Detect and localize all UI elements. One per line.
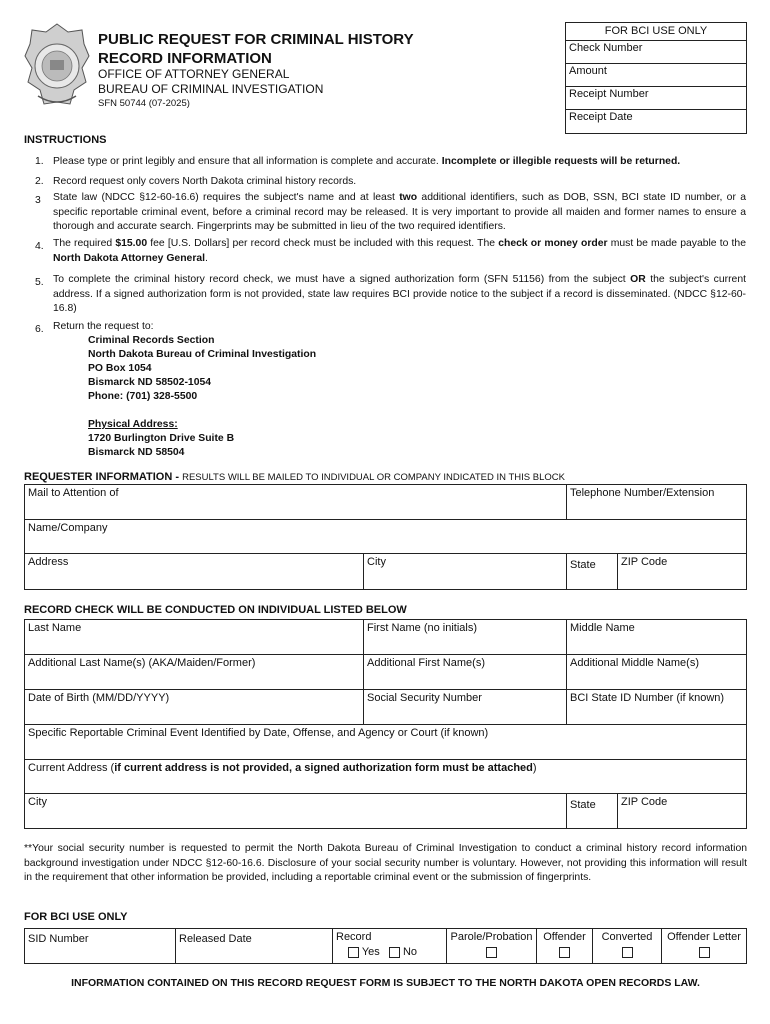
parole-field <box>446 928 537 964</box>
instruction-number: 2. <box>35 176 44 187</box>
record-no-label: No <box>402 946 417 959</box>
address-label: Address <box>28 556 69 568</box>
instruction-number: 6. <box>35 324 44 335</box>
instruction-item-6: Return the request to: <box>53 321 154 332</box>
additional-first-name-field[interactable] <box>363 654 567 690</box>
offender-label: Offender <box>543 931 586 943</box>
ssn-field[interactable] <box>363 689 567 725</box>
title-line-2: RECORD INFORMATION <box>98 50 272 67</box>
instruction-bold: two <box>399 192 418 203</box>
converted-checkbox[interactable] <box>622 947 633 958</box>
dob-field[interactable] <box>24 689 364 725</box>
city-field[interactable] <box>363 553 567 590</box>
additional-first-name-label: Additional First Name(s) <box>367 657 485 669</box>
instruction-item-5 <box>53 273 746 317</box>
address-line: North Dakota Bureau of Criminal Investigation <box>88 349 317 360</box>
middle-name-label: Middle Name <box>570 622 635 634</box>
instruction-text: State law (NDCC §12-60-16.6) requires the subject's name and at least <box>53 192 400 203</box>
mailing-address <box>88 334 316 404</box>
mail-to-label: Mail to Attention of <box>28 487 119 499</box>
instruction-bold: $15.00 <box>115 238 148 249</box>
address-line: Phone: (701) 328-5500 <box>88 391 198 402</box>
released-date-label: Released Date <box>179 933 252 945</box>
record-label: Record <box>336 931 372 943</box>
current-address-field[interactable] <box>24 759 747 794</box>
zip-field[interactable] <box>617 553 747 590</box>
address-line: PO Box 1054 <box>88 363 152 374</box>
instructions-heading: INSTRUCTIONS <box>24 134 107 146</box>
instruction-text: To complete the criminal history record check, we must have a signed authorization form (SFN 51156) from the subject <box>53 274 631 285</box>
requester-note: RESULTS WILL BE MAILED TO INDIVIDUAL OR COMPANY INDICATED IN THIS BLOCK <box>182 472 565 483</box>
first-name-field[interactable] <box>363 619 567 655</box>
requester-heading-bold: REQUESTER INFORMATION - <box>24 471 183 483</box>
last-name-field[interactable] <box>24 619 364 655</box>
instruction-text: . <box>205 252 208 264</box>
zip-label: ZIP Code <box>621 556 668 568</box>
form-number: SFN 50744 (07-2025) <box>98 98 190 109</box>
offender-letter-field <box>661 928 747 964</box>
subject-zip-field[interactable] <box>617 793 747 829</box>
amount-field[interactable] <box>566 64 746 87</box>
additional-middle-name-field[interactable] <box>566 654 747 690</box>
subject-state-label: State <box>570 799 596 811</box>
name-company-field[interactable] <box>24 519 747 554</box>
receipt-date-label: Receipt Date <box>569 111 633 123</box>
released-date-field[interactable] <box>175 928 333 964</box>
instruction-bold: check or money order <box>498 238 608 249</box>
instruction-text: additional identifiers, such as DOB, SSN, BCI state ID number, or a specific reportable criminal event, before a criminal record may be released. It is very important to provide all maiden and former names to ensure a thorough and accurate search. Fingerprints may be submitted in lieu of the two required identifiers. <box>53 192 746 232</box>
instruction-number: 3 <box>35 195 41 206</box>
check-number-field[interactable] <box>566 41 746 64</box>
bci-id-label: BCI State ID Number (if known) <box>570 692 725 704</box>
converted-field <box>592 928 662 964</box>
middle-name-field[interactable] <box>566 619 747 655</box>
current-address-note: if current address is not provided, a signed authorization form must be attached <box>114 762 533 774</box>
amount-label: Amount <box>569 65 607 77</box>
instruction-bold: Incomplete or illegible requests will be returned. <box>441 156 681 167</box>
instruction-bold: OR <box>630 274 646 285</box>
address-line: Bismarck ND 58504 <box>88 447 185 458</box>
instruction-item-1 <box>53 155 746 170</box>
additional-last-name-label: Additional Last Name(s) (AKA/Maiden/Former) <box>28 657 256 669</box>
subject-zip-label: ZIP Code <box>621 796 668 808</box>
offender-checkbox[interactable] <box>559 947 570 958</box>
instruction-text: the subject's current address. If a signed authorization form is not provided, state law requires BCI provide notice to the subject if a record is disseminated. (NDCC §12-60-16.8) <box>53 274 746 314</box>
phone-field[interactable] <box>566 484 747 520</box>
state-label: State <box>570 559 596 571</box>
record-field <box>332 928 447 964</box>
title-line-1: PUBLIC REQUEST FOR CRIMINAL HISTORY <box>98 31 414 48</box>
instruction-item-4 <box>53 237 746 266</box>
receipt-number-field[interactable] <box>566 87 746 110</box>
receipt-number-label: Receipt Number <box>569 88 649 100</box>
current-address-label: Current Address ( <box>28 762 115 774</box>
bci-use-box <box>565 22 747 134</box>
address-line: Bismarck ND 58502-1054 <box>88 377 212 388</box>
offender-letter-checkbox[interactable] <box>699 947 710 958</box>
instruction-text: The required <box>53 238 116 249</box>
ssn-notice: **Your social security number is requested to permit the North Dakota Bureau of Criminal Investigation to conduct a criminal history record information background investigation under NDCC §12-60-16.6. Disclosure of your social security number is voluntary. However, not providing this information will result in the requirement that other information be provided, including a reportable criminal event or the submission of fingerprints. <box>24 843 747 883</box>
requester-heading <box>24 471 565 483</box>
instruction-number: 5. <box>35 277 44 288</box>
receipt-date-field[interactable] <box>566 110 746 134</box>
criminal-event-field[interactable] <box>24 724 747 760</box>
address-field[interactable] <box>24 553 364 590</box>
name-company-label: Name/Company <box>28 522 108 534</box>
bci-badge-icon <box>24 22 90 118</box>
instruction-text: fee [U.S. Dollars] per record check must be included with this request. The <box>147 238 499 249</box>
parole-checkbox[interactable] <box>486 947 497 958</box>
city-label: City <box>367 556 386 568</box>
phone-label: Telephone Number/Extension <box>570 487 715 499</box>
instruction-bold: North Dakota Attorney General <box>53 252 206 264</box>
instruction-item-3 <box>53 191 746 235</box>
additional-middle-name-label: Additional Middle Name(s) <box>570 657 699 669</box>
record-yes-label: Yes <box>361 946 380 959</box>
state-field[interactable] <box>566 553 618 590</box>
form-title <box>98 30 414 68</box>
additional-last-name-field[interactable] <box>24 654 364 690</box>
offender-field <box>536 928 593 964</box>
open-records-footer: INFORMATION CONTAINED ON THIS RECORD REQUEST FORM IS SUBJECT TO THE NORTH DAKOTA OPEN RECORDS LAW. <box>71 977 700 989</box>
physical-address-heading: Physical Address: <box>88 419 178 430</box>
current-address-close: ) <box>532 762 537 774</box>
last-name-label: Last Name <box>28 622 82 634</box>
check-number-label: Check Number <box>569 42 643 54</box>
first-name-label: First Name (no initials) <box>367 622 478 634</box>
instruction-text: Please type or print legibly and ensure that all information is complete and accurate. <box>53 156 442 167</box>
instruction-item-2: Record request only covers North Dakota criminal history records. <box>53 176 357 187</box>
subject-city-label: City <box>28 796 47 808</box>
converted-label: Converted <box>601 931 653 943</box>
mail-to-field[interactable] <box>24 484 567 520</box>
address-line: 1720 Burlington Drive Suite B <box>88 433 235 444</box>
bci-use-heading: FOR BCI USE ONLY <box>24 911 128 923</box>
physical-address <box>88 418 234 460</box>
address-line: Criminal Records Section <box>88 335 215 346</box>
record-no-checkbox[interactable] <box>389 947 400 958</box>
bci-box-heading: FOR BCI USE ONLY <box>566 23 746 41</box>
sid-number-label: SID Number <box>28 933 89 945</box>
subject-heading: RECORD CHECK WILL BE CONDUCTED ON INDIVIDUAL LISTED BELOW <box>24 604 407 616</box>
sid-number-field[interactable] <box>24 928 176 964</box>
office-name: OFFICE OF ATTORNEY GENERAL <box>98 67 290 81</box>
instruction-number: 4. <box>35 241 44 252</box>
dob-label: Date of Birth (MM/DD/YYYY) <box>28 692 170 704</box>
bci-id-field[interactable] <box>566 689 747 725</box>
criminal-event-label: Specific Reportable Criminal Event Identified by Date, Offense, and Agency or Court (if known) <box>28 727 489 739</box>
subject-city-field[interactable] <box>24 793 567 829</box>
bureau-name: BUREAU OF CRIMINAL INVESTIGATION <box>98 82 324 96</box>
instruction-text: must be made payable to the <box>607 238 746 249</box>
offender-letter-label: Offender Letter <box>667 931 741 943</box>
parole-label: Parole/Probation <box>450 931 533 943</box>
ssn-label: Social Security Number <box>367 692 482 704</box>
record-yes-checkbox[interactable] <box>348 947 359 958</box>
instruction-number: 1. <box>35 156 44 167</box>
subject-state-field[interactable] <box>566 793 618 829</box>
